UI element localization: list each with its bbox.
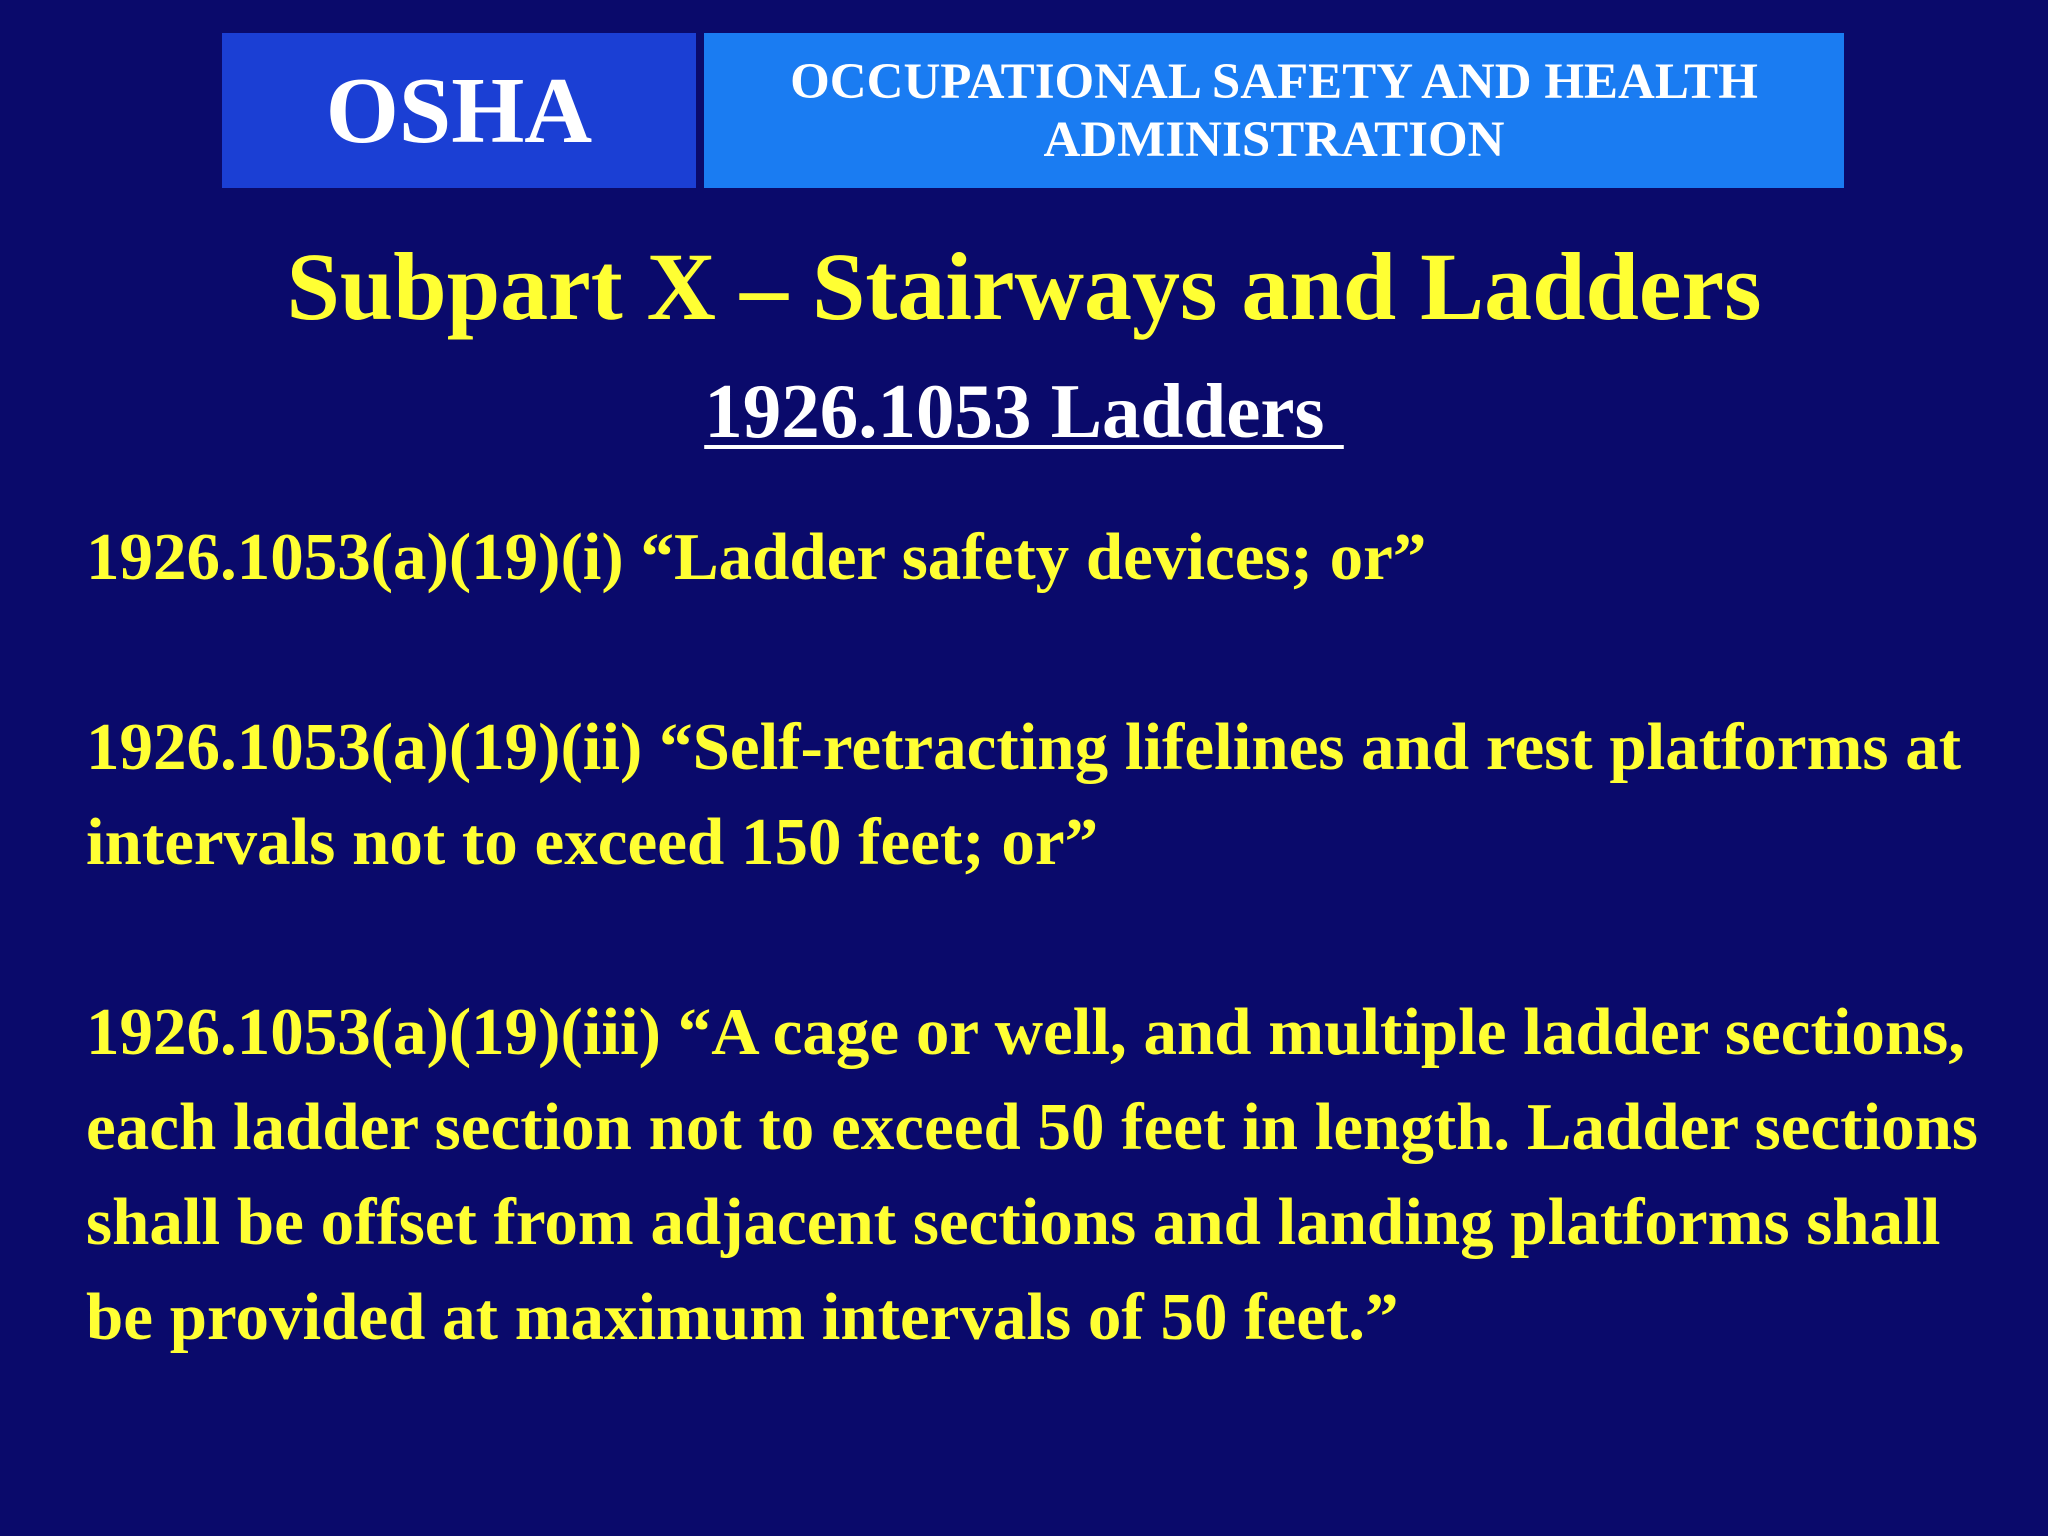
subtitle-text: 1926.1053 Ladders bbox=[704, 368, 1344, 454]
paragraph-ii: 1926.1053(a)(19)(ii) “Self-retracting lifelines and rest platforms at intervals not to exceed 150 feet; or” bbox=[86, 710, 1962, 879]
header-banner bbox=[222, 33, 1844, 188]
agency-name-box bbox=[704, 33, 1844, 188]
paragraph-i: 1926.1053(a)(19)(i) “Ladder safety devices; or” bbox=[86, 520, 1427, 594]
slide-subtitle bbox=[0, 366, 2048, 456]
paragraph-iii: 1926.1053(a)(19)(iii) “A cage or well, and multiple ladder sections, each ladder section not to exceed 50 feet in length. Ladder sections shall be offset from adjacent sections and landing platforms shall be provided at maximum intervals of 50 feet.” bbox=[86, 995, 1978, 1354]
slide-title: Subpart X – Stairways and Ladders bbox=[286, 233, 1762, 340]
slide-body bbox=[86, 510, 2006, 1365]
osha-logo bbox=[222, 33, 696, 188]
osha-logo-text: OSHA bbox=[325, 58, 593, 163]
agency-name: OCCUPATIONAL SAFETY AND HEALTH ADMINISTRATION bbox=[790, 53, 1758, 168]
